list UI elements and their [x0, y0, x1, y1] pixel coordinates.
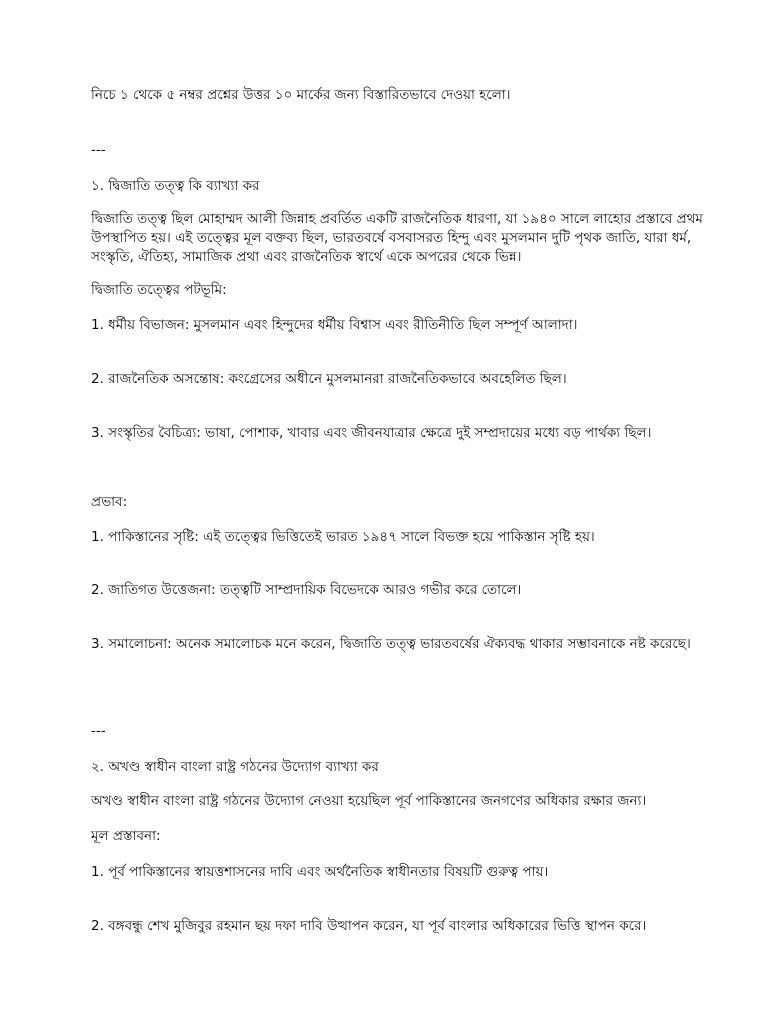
q1-effects-heading: প্রভাব: [91, 494, 128, 510]
q1-background-item-1: 1. ধর্মীয় বিভাজন: মুসলমান এবং হিন্দুদের ধর্মীয় বিশ্বাস এবং রীতিনীতি ছিল সম্পূর্ণ আলাদা। [91, 317, 578, 333]
q2-proposal-heading: মূল প্রস্তাবনা: [91, 828, 161, 844]
intro-text: নিচে ১ থেকে ৫ নম্বর প্রশ্নের উত্তর ১০ মার্কের জন্য বিস্তারিতভাবে দেওয়া হলো। [91, 87, 511, 103]
q2-description: অখণ্ড স্বাধীন বাংলা রাষ্ট্র গঠনের উদ্যোগ নেওয়া হয়েছিল পূর্ব পাকিস্তানের জনগণের অধিকার রক্ষার জন্য। [91, 793, 647, 809]
q1-background-heading: দ্বিজাতি তত্ত্বের পটভূমি: [91, 282, 227, 298]
q1-effects-item-3: 3. সমালোচনা: অনেক সমালোচক মনে করেন, দ্বিজাতি তত্ত্ব ভারতবর্ষের ঐক্যবদ্ধ থাকার সম্ভাবনাকে নষ্ট করেছে। [91, 636, 691, 652]
q1-description-line-1: দ্বিজাতি তত্ত্ব ছিল মোহাম্মদ আলী জিন্নাহ প্রবর্তিত একটি রাজনৈতিক ধারণা, যা ১৯৪০ সালে লাহোর প্রস্তাবে প্রথম [91, 211, 703, 227]
separator-2: --- [91, 723, 106, 739]
q1-title: ১. দ্বিজাতি তত্ত্ব কি ব্যাখ্যা কর [91, 178, 260, 194]
q1-background-item-2: 2. রাজনৈতিক অসন্তোষ: কংগ্রেসের অধীনে মুসলমানরা রাজনৈতিকভাবে অবহেলিত ছিল। [91, 371, 567, 387]
q1-description-line-2: উপস্থাপিত হয়। এই তত্ত্বের মূল বক্তব্য ছিল, ভারতবর্ষে বসবাসরত হিন্দু এবং মুসলমান দুটি পৃথক জাতি, যারা ধর্ম, [91, 230, 692, 246]
q1-description-line-3: সংস্কৃতি, ঐতিহ্য, সামাজিক প্রথা এবং রাজনৈতিক স্বার্থে একে অপরের থেকে ভিন্ন। [91, 249, 522, 265]
q1-effects-item-2: 2. জাতিগত উত্তেজনা: তত্ত্বটি সাম্প্রদায়িক বিভেদকে আরও গভীর করে তোলে। [91, 582, 522, 598]
q2-proposal-item-1: 1. পূর্ব পাকিস্তানের স্বায়ত্তশাসনের দাবি এবং অর্থনৈতিক স্বাধীনতার বিষয়টি গুরুত্ব পায়। [91, 864, 549, 880]
q1-background-item-3: 3. সংস্কৃতির বৈচিত্র্য: ভাষা, পোশাক, খাবার এবং জীবনযাত্রার ক্ষেত্রে দুই সম্প্রদায়ের মধ্যে বড় পার্থক্য ছিল। [91, 425, 652, 441]
q2-title: ২. অখণ্ড স্বাধীন বাংলা রাষ্ট্র গঠনের উদ্যোগ ব্যাখ্যা কর [91, 759, 379, 775]
q1-description [91, 210, 703, 267]
q1-effects-item-1: 1. পাকিস্তানের সৃষ্টি: এই তত্ত্বের ভিত্তিতেই ভারত ১৯৪৭ সালে বিভক্ত হয়ে পাকিস্তান সৃষ্টি হয়। [91, 529, 595, 545]
separator-1: --- [91, 142, 106, 158]
q2-proposal-item-2: 2. বঙ্গবন্ধু শেখ মুজিবুর রহমান ছয় দফা দাবি উত্থাপন করেন, যা পূর্ব বাংলার অধিকারের ভিত্তি স্থাপন করে। [91, 918, 647, 934]
